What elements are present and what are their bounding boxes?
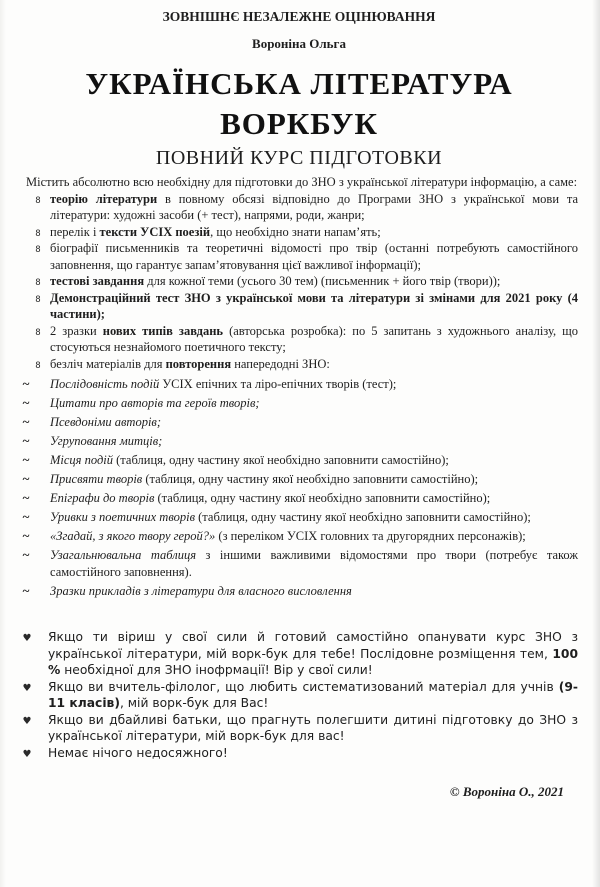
revision-materials-list — [20, 376, 578, 599]
list-item — [20, 414, 578, 431]
author-name: Вороніна Ольга — [252, 36, 346, 51]
tilde-bullet-icon: ~ — [22, 452, 30, 467]
list-item-text: Узагальнювальна таблиця з іншими важливими відомостями про твори (потребує також самостійного заповнення). — [50, 548, 579, 579]
list-item — [20, 290, 578, 323]
page-title-line1: УКРАЇНСЬКА ЛІТЕРАТУРА — [85, 66, 513, 101]
audience-pitch-list — [20, 629, 578, 761]
list-item — [20, 528, 578, 545]
list-item-text: Уривки з поетичних творів (таблиця, одну частину якої необхідно заповнити самостійно); — [50, 510, 531, 524]
list-item — [20, 471, 578, 488]
square-bullet-icon: 8 — [35, 327, 41, 338]
list-item — [20, 273, 578, 290]
list-item — [20, 679, 578, 712]
list-item-text: Угруповання митців; — [50, 434, 163, 448]
tilde-bullet-icon: ~ — [22, 582, 30, 598]
list-item-text: Епіграфи до творів (таблиця, одну частину якої необхідно заповнити самостійно); — [50, 491, 491, 505]
page-subtitle: ПОВНИЙ КУРС ПІДГОТОВКИ — [155, 147, 443, 169]
heart-bullet-icon: ♥ — [22, 633, 32, 644]
list-item — [20, 583, 578, 600]
list-item — [20, 323, 578, 356]
list-item — [20, 376, 578, 393]
list-item — [20, 395, 578, 412]
document-header: ЗОВНІШНЄ НЕЗАЛЕЖНЕ ОЦІНЮВАННЯ — [162, 9, 436, 24]
list-item-text: Якщо ви дбайливі батьки, що прагнуть полегшити дитині підготовку до ЗНО з української літератури, мій ворк-бук для вас! — [48, 712, 578, 743]
list-item-text: Зразки прикладів з літератури для власного висловлення — [50, 583, 352, 598]
tilde-bullet-icon: ~ — [22, 547, 30, 562]
list-item — [20, 547, 578, 580]
list-item-text: теорію літератури в повному обсязі відповідно до Програми ЗНО з української мови та літератури: художні засоби (+ тест), напрями, роди, жанри; — [50, 191, 578, 222]
list-item-text: безліч матеріалів для повторення напередодні ЗНО: — [50, 356, 330, 371]
list-item — [20, 224, 578, 241]
square-bullet-icon: 8 — [35, 195, 41, 206]
tilde-bullet-icon: ~ — [22, 395, 30, 410]
list-item — [20, 712, 578, 745]
list-item — [20, 745, 578, 762]
copyright-notice: © Вороніна О., 2021 — [449, 784, 564, 799]
contents-bullet-list — [20, 191, 578, 373]
square-bullet-icon: 8 — [35, 294, 41, 305]
list-item — [20, 356, 578, 373]
list-item-text: біографії письменників та теоретичні відомості про твір (останні потребують самостійного заповнення, що гарантує запам’ятовування цієї важливої інформації); — [50, 241, 578, 272]
list-item — [20, 433, 578, 450]
list-item — [20, 452, 578, 469]
tilde-bullet-icon: ~ — [22, 528, 30, 543]
list-item-text: Якщо ти віриш у свої сили й готовий самостійно опанувати курс ЗНО з української літератури, мій ворк-бук для тебе! Послідовне розміщення тем, 100 % необхідної для ЗНО інофрмації! Вір у свої сили! — [48, 630, 578, 677]
list-item-text: Цитати про авторів та героїв творів; — [50, 396, 260, 410]
list-item-text: перелік і тексти УСІХ поезій, що необхідно знати напам’ять; — [50, 224, 381, 239]
heart-bullet-icon: ♥ — [22, 748, 32, 760]
square-bullet-icon: 8 — [35, 228, 41, 239]
square-bullet-icon: 8 — [35, 245, 41, 255]
list-item-text: 2 зразки нових типів завдань (авторська розробка): по 5 запитань з художнього аналізу, що стосуються незнайомого поетичного тексту; — [50, 323, 578, 354]
list-item-text: Присвяти творів (таблиця, одну частину якої необхідно заповнити самостійно); — [50, 472, 479, 486]
list-item-text: Псевдоніми авторів; — [50, 415, 162, 429]
square-bullet-icon: 8 — [35, 360, 41, 371]
list-item-text: «Згадай, з якого твору герой?» (з переліком УСІХ головних та другорядних персонажів); — [50, 529, 526, 543]
list-item-text: Якщо ви вчитель-філолог, що любить систематизований матеріал для учнів (9-11 класів), мій ворк-бук для Вас! — [48, 679, 578, 710]
list-item-text: Демонстраційний тест ЗНО з української мови та літератури зі змінами для 2021 року (4 частини); — [50, 290, 578, 321]
list-item-text: Місця подій (таблиця, одну частину якої необхідно заповнити самостійно); — [50, 453, 449, 467]
tilde-bullet-icon: ~ — [22, 376, 30, 391]
list-item — [20, 191, 578, 224]
page-title-line2: ВОРКБУК — [220, 106, 378, 141]
heart-bullet-icon: ♥ — [22, 715, 32, 727]
list-item — [20, 629, 578, 679]
tilde-bullet-icon: ~ — [22, 433, 30, 448]
square-bullet-icon: 8 — [35, 278, 41, 288]
list-item-text: Послідовність подій УСІХ епічних та ліро-епічних творів (тест); — [50, 377, 397, 391]
tilde-bullet-icon: ~ — [22, 414, 30, 429]
tilde-bullet-icon: ~ — [22, 471, 30, 486]
tilde-bullet-icon: ~ — [22, 509, 30, 524]
intro-paragraph: Містить абсолютно всю необхідну для підготовки до ЗНО з української літератури інформацію, а саме: — [26, 175, 578, 189]
list-item — [20, 490, 578, 507]
heart-bullet-icon: ♥ — [22, 682, 32, 694]
list-item — [20, 240, 578, 273]
tilde-bullet-icon: ~ — [22, 490, 30, 505]
list-item-text: Немає нічого недосяжного! — [48, 745, 228, 760]
list-item-text: тестові завдання для кожної теми (усього 30 тем) (письменник + його твір (твори)); — [50, 274, 501, 288]
list-item — [20, 509, 578, 526]
